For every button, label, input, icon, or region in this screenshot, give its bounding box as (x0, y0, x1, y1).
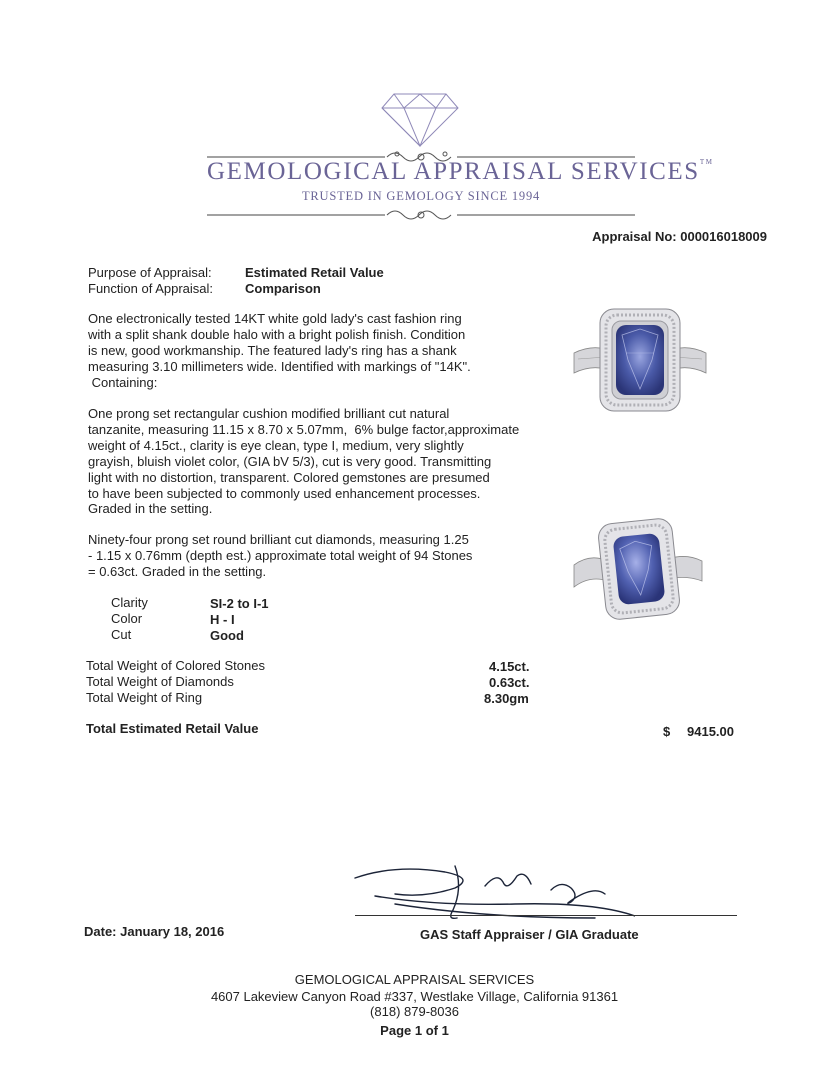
diamonds-line: = 0.63ct. Graded in the setting. (88, 563, 267, 579)
diamond-logo-icon (380, 92, 460, 148)
function-value: Comparison (245, 281, 321, 296)
tanzanite-line: to have been subjected to commonly used enhancement processes. (88, 485, 481, 501)
weight-label-diamonds: Total Weight of Diamonds (86, 674, 234, 689)
grade-value-cut: Good (210, 628, 244, 643)
ring-photo-top (570, 305, 710, 415)
description-line: measuring 3.10 millimeters wide. Identified with markings of "14K". (88, 358, 471, 374)
footer-company: GEMOLOGICAL APPRAISAL SERVICES (294, 972, 535, 987)
signature-caption: GAS Staff Appraiser / GIA Graduate (420, 927, 639, 942)
footer-phone: (818) 879-8036 (370, 1004, 459, 1019)
brand-tagline: TRUSTED IN GEMOLOGY SINCE 1994 (301, 189, 541, 203)
grade-value-color: H - I (210, 612, 235, 627)
tanzanite-description (88, 406, 548, 517)
tanzanite-line: grayish, bluish violet color, (GIA bV 5/3), cut is very good. Transmitting (88, 453, 492, 469)
tanzanite-line: One prong set rectangular cushion modified brilliant cut natural (88, 406, 450, 421)
appraiser-signature (335, 858, 635, 928)
total-value-currency: $ (663, 724, 671, 739)
weight-label-ring: Total Weight of Ring (86, 690, 203, 705)
page-number: Page 1 of 1 (380, 1023, 449, 1038)
appraisal-date: Date: January 18, 2016 (84, 924, 225, 939)
weight-label-colored-stones: Total Weight of Colored Stones (86, 658, 265, 673)
weight-value-colored-stones: 4.15ct. (489, 659, 530, 674)
diamonds-line: Ninety-four prong set round brilliant cut diamonds, measuring 1.25 (88, 532, 469, 547)
total-value-amount: 9415.00 (687, 724, 734, 739)
appraisal-number: Appraisal No: 000016018009 (592, 229, 767, 244)
brand-title: GEMOLOGICAL APPRAISAL SERVICES™ (207, 158, 714, 185)
total-value-label: Total Estimated Retail Value (86, 721, 259, 736)
description-line: Containing: (88, 374, 158, 390)
grade-label-cut: Cut (111, 627, 132, 642)
ornament-divider-bottom (207, 206, 635, 228)
purpose-value: Estimated Retail Value (245, 265, 384, 280)
description-line: with a split shank double halo with a bright polish finish. Condition (88, 326, 466, 342)
grade-value-clarity: SI-2 to I-1 (210, 596, 269, 611)
ring-description (88, 311, 548, 391)
description-line: is new, good workmanship. The featured lady's ring has a shank (88, 342, 457, 358)
trademark: TM (699, 158, 714, 166)
diamonds-line: - 1.15 x 0.76mm (depth est.) approximate total weight of 94 Stones (88, 547, 473, 563)
footer-address: 4607 Lakeview Canyon Road #337, Westlake Village, California 91361 (210, 989, 619, 1004)
tanzanite-line: light with no distortion, transparent. Colored gemstones are presumed (88, 469, 490, 485)
purpose-label: Purpose of Appraisal: (88, 265, 212, 280)
weight-value-ring: 8.30gm (484, 691, 529, 706)
weight-value-diamonds: 0.63ct. (489, 675, 530, 690)
tanzanite-line: Graded in the setting. (88, 501, 213, 517)
tanzanite-line: tanzanite, measuring 11.15 x 8.70 x 5.07mm, 6% bulge factor,approximate (88, 421, 520, 437)
description-line: One electronically tested 14KT white gold lady's cast fashion ring (88, 311, 462, 326)
diamonds-description (88, 532, 548, 580)
ring-photo-angled (568, 515, 708, 625)
signature-line (355, 915, 737, 916)
function-label: Function of Appraisal: (88, 281, 214, 296)
grade-label-color: Color (111, 611, 143, 626)
grade-label-clarity: Clarity (111, 595, 148, 610)
tanzanite-line: weight of 4.15ct., clarity is eye clean, type I, medium, very slightly (88, 437, 464, 453)
